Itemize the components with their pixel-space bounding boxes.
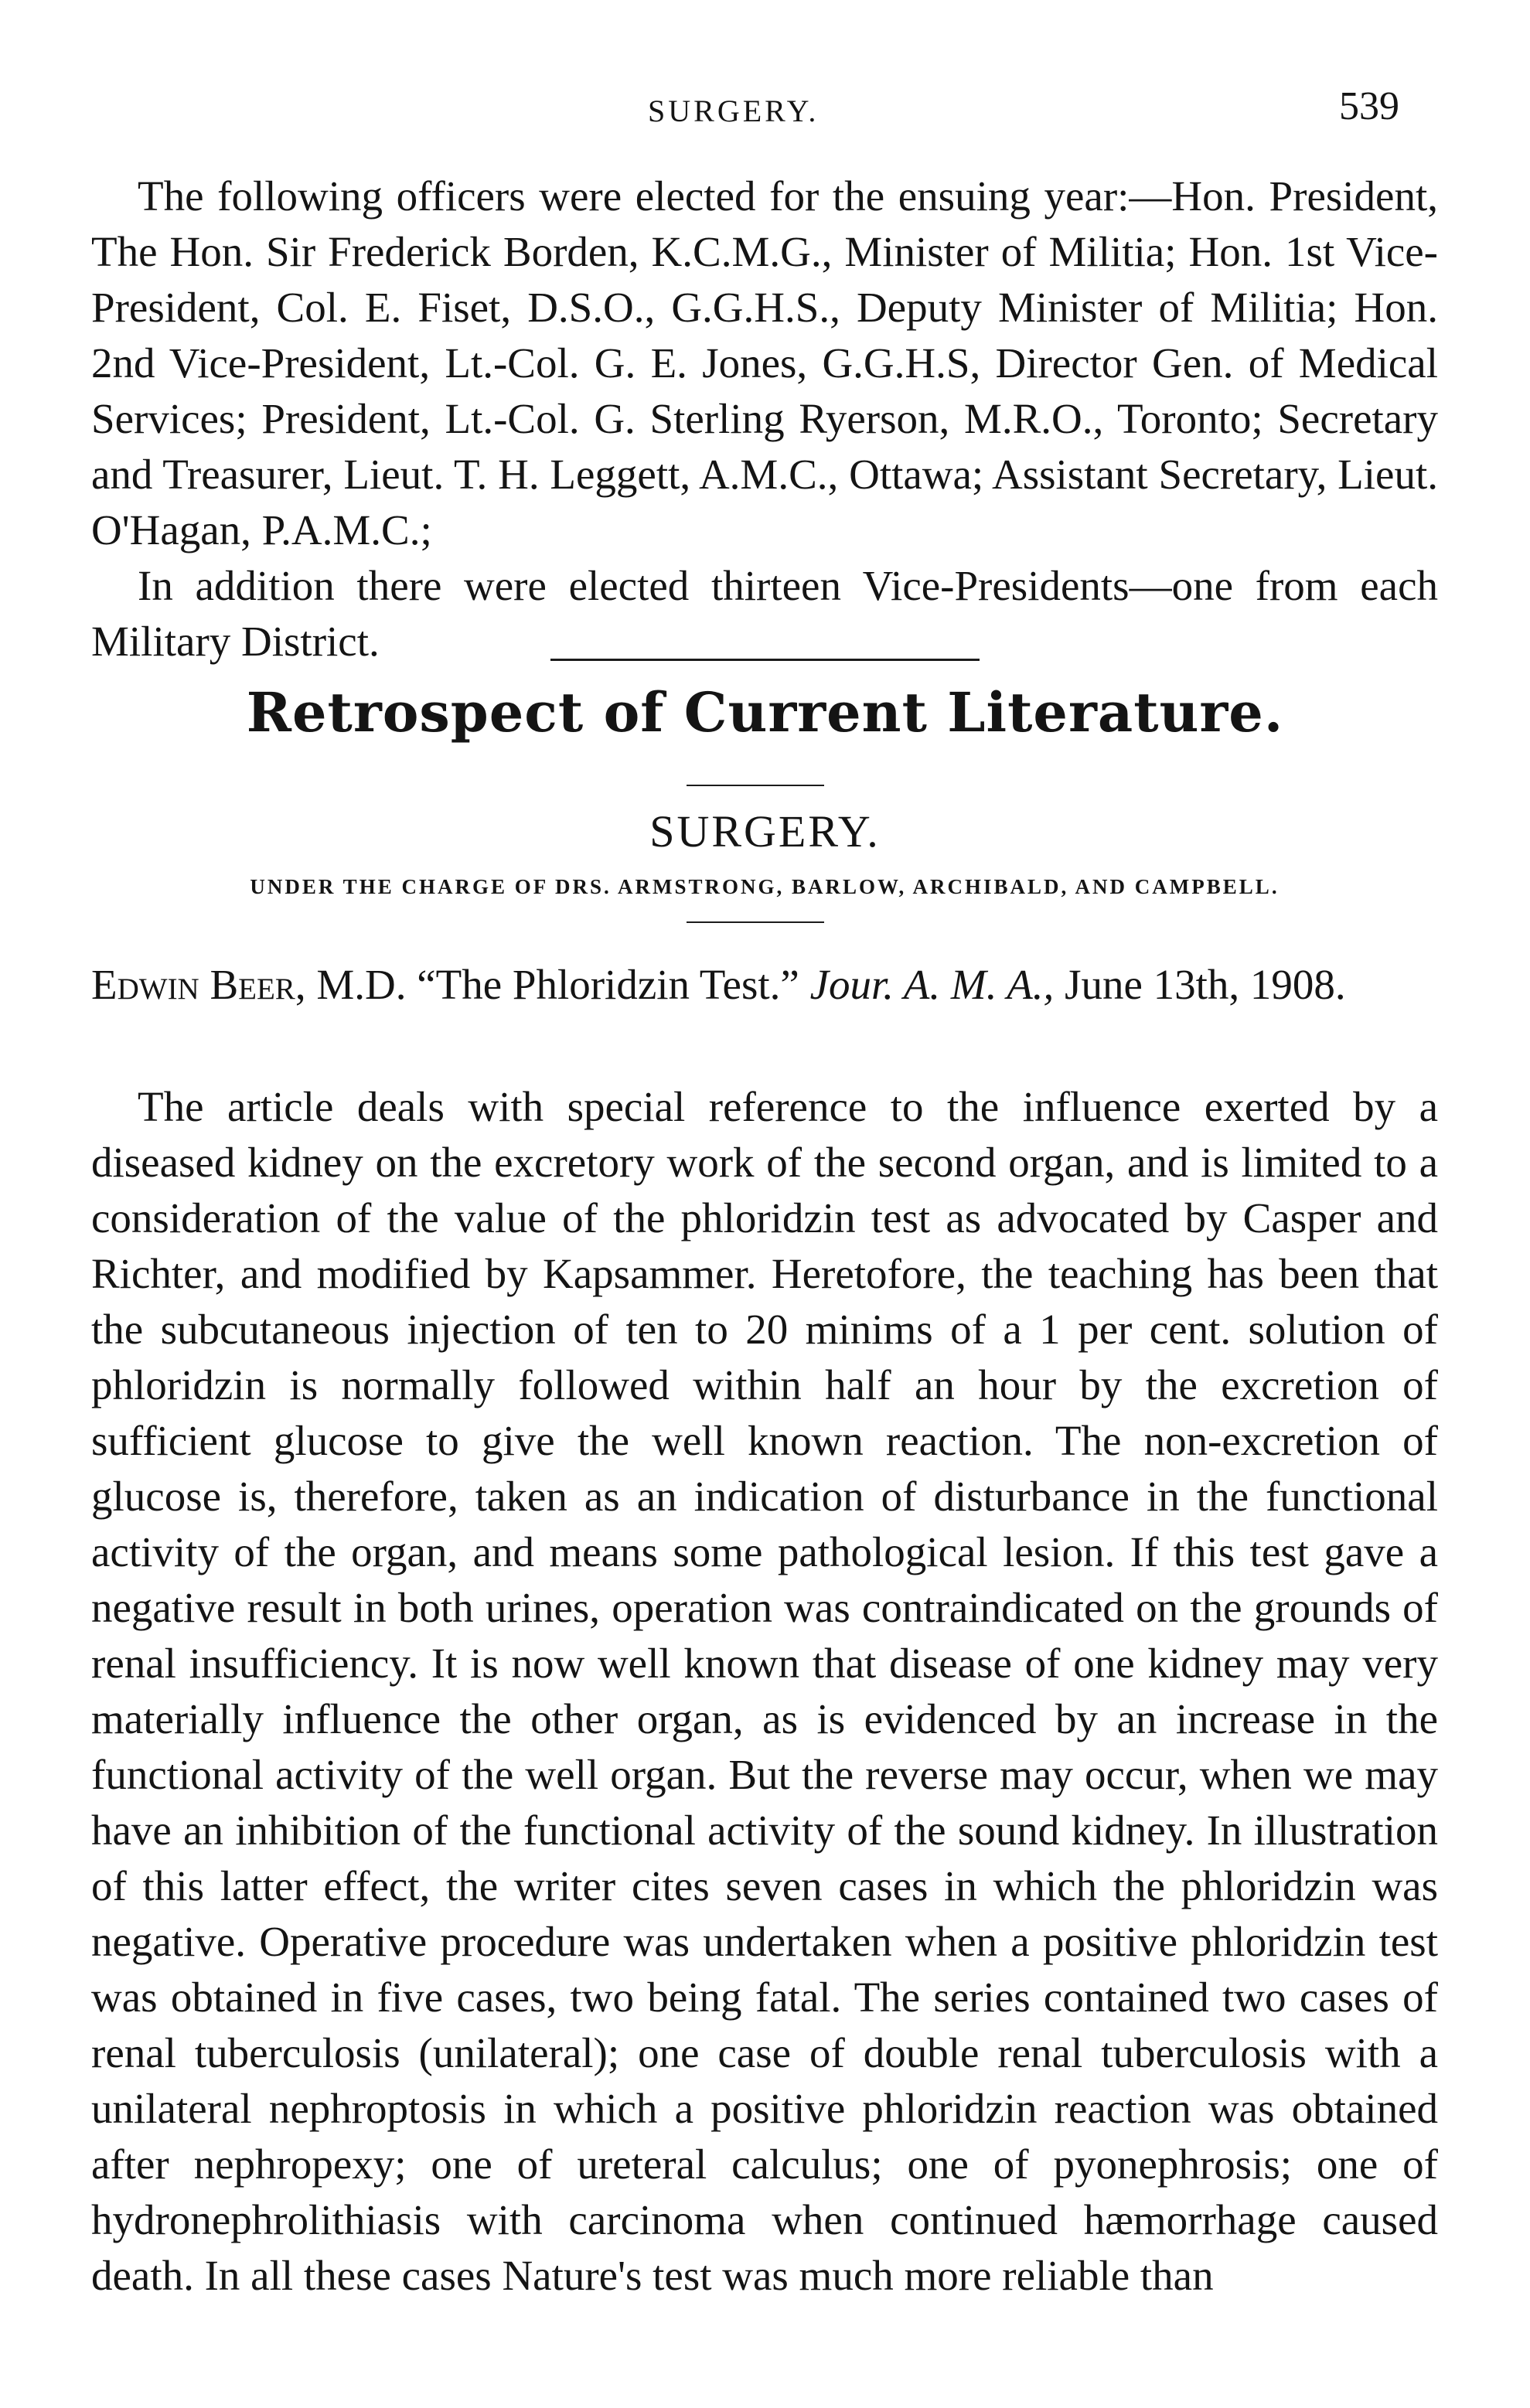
citation-journal: Jour. A. M. A.,: [799, 961, 1055, 1008]
citation-author: Edwin Beer,: [91, 961, 306, 1008]
article-citation: [91, 957, 1438, 1013]
running-head: SURGERY.: [648, 94, 820, 128]
editors-line: UNDER THE CHARGE OF DRS. ARMSTRONG, BARLOW, ARCHIBALD, AND CAMPBELL.: [250, 875, 1280, 898]
page-number: 539: [1339, 84, 1399, 128]
subsection-title: SURGERY.: [649, 806, 881, 857]
article-paragraph: The article deals with special reference to the influence exerted by a diseased kidney on the excretory work of the second organ, and is limited to a consideration of the value of the phloridzin test as advocated by Casper and Richter, and modified by Kapsammer. Heretofore, the teaching has been that the subcutaneous injection of ten to 20 minims of a 1 per cent. solution of phloridzin is normally followed within half an hour by the excretion of sufficient glucose to give the well known reaction. The non-excretion of glucose is, therefore, taken as an indication of disturbance in the functional activity of the organ, and means some pathological lesion. If this test gave a negative result in both urines, operation was contraindicated on the grounds of renal insufficiency. It is now well known that disease of one kidney may very materially influence the other organ, as is evidenced by an increase in the functional activity of the well organ. But the reverse may occur, when we may have an inhibition of the functional activity of the sound kidney. In illustration of this latter effect, the writer cites seven cases in which the phloridzin was negative. Operative procedure was undertaken when a positive phloridzin test was obtained in five cases, two being fatal. The series contained two cases of renal tuberculosis (unilateral); one case of double renal tuberculosis with a unilateral nephroptosis in which a positive phloridzin reaction was obtained after nephropexy; one of ureteral calculus; one of pyonephrosis; one of hydronephrolithiasis with carcinoma when continued hæmorrhage caused death. In all these cases Nature's test was much more reliable than: [91, 1083, 1438, 2299]
editors-divider: [687, 921, 824, 923]
section-heading: Retrospect of Current Literature.: [246, 680, 1284, 744]
citation-date: June 13th, 1908.: [1054, 961, 1346, 1008]
citation-title: “The Phloridzin Test.”: [406, 961, 799, 1008]
officers-paragraph: The following officers were elected for the ensuing year:—Hon. President, The Hon. Sir Frederick Borden, K.C.M.G., Minister of Militia; Hon. 1st Vice-President, Col. E. Fiset, D.S.O., G.G.H.S., Deputy Minister of Militia; Hon. 2nd Vice-President, Lt.-Col. G. E. Jones, G.G.H.S, Director Gen. of Medical Services; President, Lt.-Col. G. Sterling Ryerson, M.R.O., Toronto; Secretary and Treasurer, Lieut. T. H. Leggett, A.M.C., Ottawa; Assistant Secretary, Lieut. O'Hagan, P.A.M.C.;: [91, 172, 1438, 553]
page-header: [0, 83, 1530, 145]
vice-presidents-paragraph: In addition there were elected thirteen Vice-Presidents—one from each Military District.: [91, 562, 1438, 665]
citation-degree: M.D.: [305, 961, 407, 1008]
heading-divider: [687, 785, 824, 786]
section-divider: [550, 659, 980, 661]
